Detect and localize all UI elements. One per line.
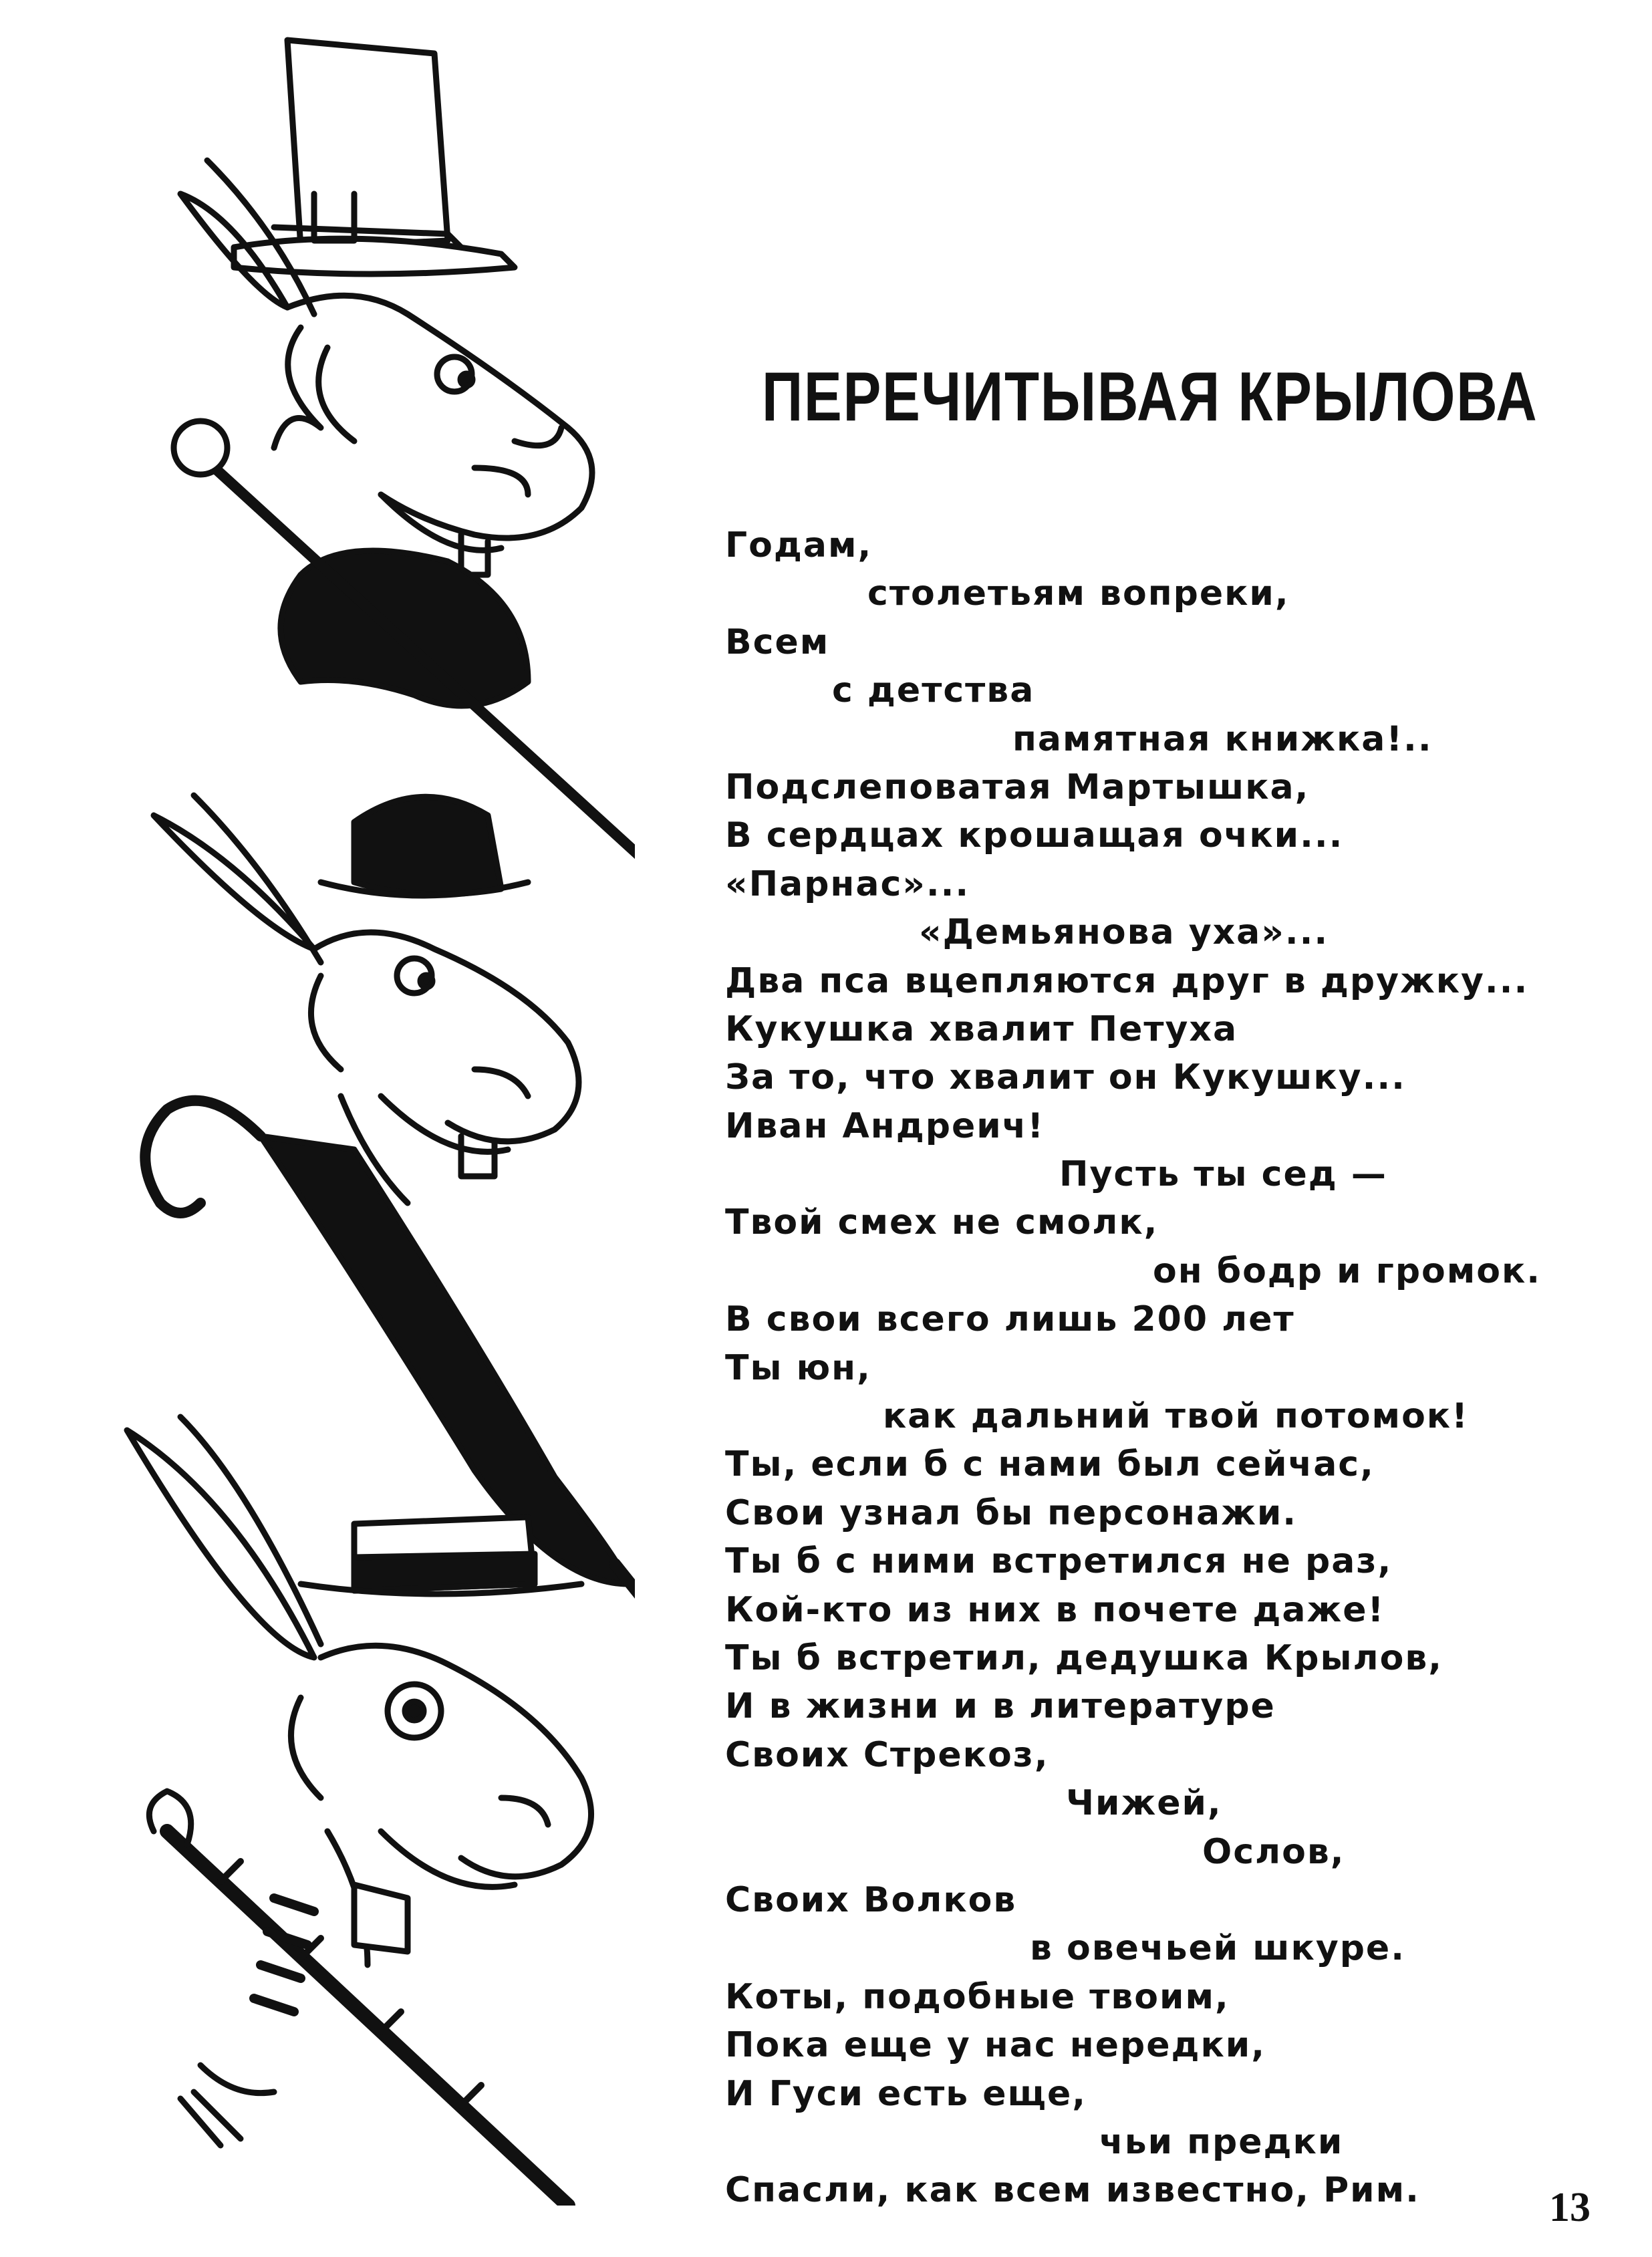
poem-line: Иван Андреич! xyxy=(725,1105,1045,1146)
poem-line: чьи предки xyxy=(1099,2121,1344,2162)
donkey-bowler-hat-figure xyxy=(145,795,635,1597)
poem-line: Коты, подобные твоим, xyxy=(725,1976,1230,2017)
poem-line: Спасли, как всем известно, Рим. xyxy=(725,2170,1420,2211)
poem-line: он бодр и громок. xyxy=(1153,1250,1542,1291)
page-number: 13 xyxy=(1549,2185,1591,2230)
poem-line: «Парнас»... xyxy=(725,864,970,904)
poem-line: «Демьянова уха»... xyxy=(919,912,1329,953)
poem-line: с детства xyxy=(832,670,1035,711)
poem-line: Ты, если б с нами был сейчас, xyxy=(725,1444,1375,1485)
poem-title: ПЕРЕЧИТЫВАЯ КРЫЛОВА xyxy=(762,358,1538,436)
poem-line: Пусть ты сед — xyxy=(1059,1154,1387,1195)
poem-line: Ты юн, xyxy=(725,1347,871,1388)
poem-line: Подслеповатая Мартышка, xyxy=(725,767,1310,807)
donkey-boater-hat-figure xyxy=(127,1417,591,2206)
poem-line: В свои всего лишь 200 лет xyxy=(725,1299,1295,1340)
poem-line: Чижей, xyxy=(1066,1783,1222,1824)
poem-line: как дальний твой потомок! xyxy=(883,1396,1469,1437)
poem-line: Ослов, xyxy=(1202,1831,1345,1872)
poem-line: Твой смех не смолк, xyxy=(725,1202,1159,1243)
poem-line: Своих Волков xyxy=(725,1879,1017,1920)
poem-line: За то, что хвалит он Кукушку... xyxy=(725,1057,1406,1098)
poem-line: Ты б встретил, дедушка Крылов, xyxy=(725,1637,1443,1678)
poem-line: Два пса вцепляются друг в дружку... xyxy=(725,960,1529,1001)
poem-line: Своих Стрекоз, xyxy=(725,1734,1049,1775)
poem-line: Годам, xyxy=(725,525,873,565)
poem-line: И Гуси есть еще, xyxy=(725,2073,1087,2114)
donkey-illustration xyxy=(100,27,635,2206)
poem-line: Пока еще у нас нередки, xyxy=(725,2025,1266,2066)
donkey-illustration-drawing xyxy=(100,27,635,2206)
poem-line: В сердцах крошащая очки... xyxy=(725,815,1344,856)
poem-line: Всем xyxy=(725,622,830,662)
poem-line: памятная книжка!.. xyxy=(1012,718,1433,759)
poem-line: Свои узнал бы персонажи. xyxy=(725,1492,1298,1533)
poem-line: Ты б с ними встретился не раз, xyxy=(725,1541,1393,1582)
poem-line: И в жизни и в литературе xyxy=(725,1686,1276,1727)
poem-line: столетьям вопреки, xyxy=(867,573,1290,614)
donkey-top-hat-figure xyxy=(174,40,635,882)
poem-line: Кукушка хвалит Петуха xyxy=(725,1009,1238,1049)
poem-line: Кой-кто из них в почете даже! xyxy=(725,1589,1385,1630)
poem-body xyxy=(725,521,1614,2215)
poem-line: в овечьей шкуре. xyxy=(1030,1928,1405,1969)
